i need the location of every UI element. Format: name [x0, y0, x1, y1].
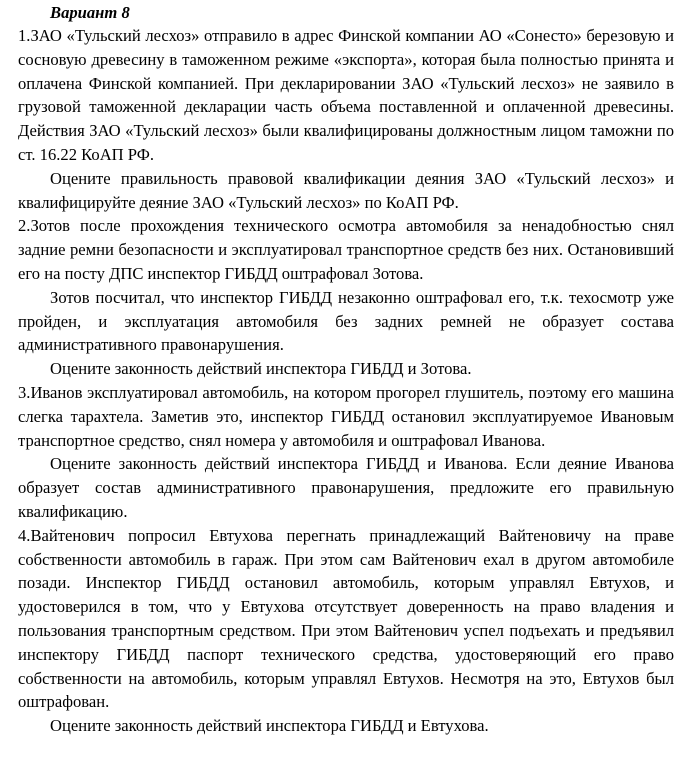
task3-question: Оцените законность действий инспектора ГИБДД и Иванова. Если деяние Иванова образует состав административного правонарушения, предложите его правильную квалификацию.: [18, 454, 674, 521]
task4-paragraph: 4.Вайтенович попросил Евтухова перегнать принадлежащий Вайтеновичу на праве собственности автомобиль в гараж. При этом сам Вайтенович ехал в другом автомобиле позади. Инспектор ГИБДД остановил автомобиль, которым управлял Евтухов, и удостоверился в том, что у Евтухова отсутствует доверенность на право владения и пользования транспортным средством. При этом Вайтенович успел подъехать и предъявил инспектору ГИБДД паспорт технического средства, удостоверяющий его право собственности на автомобиль, которым управлял Евтухов. Несмотря на это, Евтухов был оштрафован.: [18, 525, 674, 712]
document-page: [18, 2, 674, 738]
task1-question: Оцените правильность правовой квалификации деяния ЗАО «Тульский лесхоз» и квалифицируйте деяние ЗАО «Тульский лесхоз» по КоАП РФ.: [18, 168, 674, 212]
task2-paragraph: 2.Зотов после прохождения технического осмотра автомобиля за ненадобностью снял задние ремни безопасности и эксплуатировал транспортное средств без них. Остановивший его на посту ДПС инспектор ГИБДД оштрафовал Зотова.: [18, 216, 674, 283]
task2-argument: Зотов посчитал, что инспектор ГИБДД незаконно оштрафовал его, т.к. техосмотр уже пройден, и эксплуатация автомобиля без задних ремней не образует состава административного правонарушения.: [18, 287, 674, 355]
task2-question: Оцените законность действий инспектора ГИБДД и Зотова.: [50, 359, 472, 379]
task3-paragraph: 3.Иванов эксплуатировал автомобиль, на котором прогорел глушитель, поэтому его машина слегка тарахтела. Заметив это, инспектор ГИБДД остановил эксплуатируемое Ивановым транспортное средство, снял номера у автомобиля и оштрафовал Иванова.: [18, 382, 674, 450]
variant-title: Вариант 8: [50, 3, 130, 22]
task4-question: Оцените законность действий инспектора ГИБДД и Евтухова.: [50, 716, 489, 736]
task1-paragraph: 1.ЗАО «Тульский лесхоз» отправило в адрес Финской компании АО «Сонесто» березовую и сосновую древесину в таможенном режиме «экспорта», которая была полностью принята и оплачена Финской компанией. При декларировании ЗАО «Тульский лесхоз» не заявило в грузовой таможенной декларации часть объема поставленной и оплаченной древесины. Действия ЗАО «Тульский лесхоз» были квалифицированы должностным лицом таможни по ст. 16.22 КоАП РФ.: [18, 26, 674, 164]
